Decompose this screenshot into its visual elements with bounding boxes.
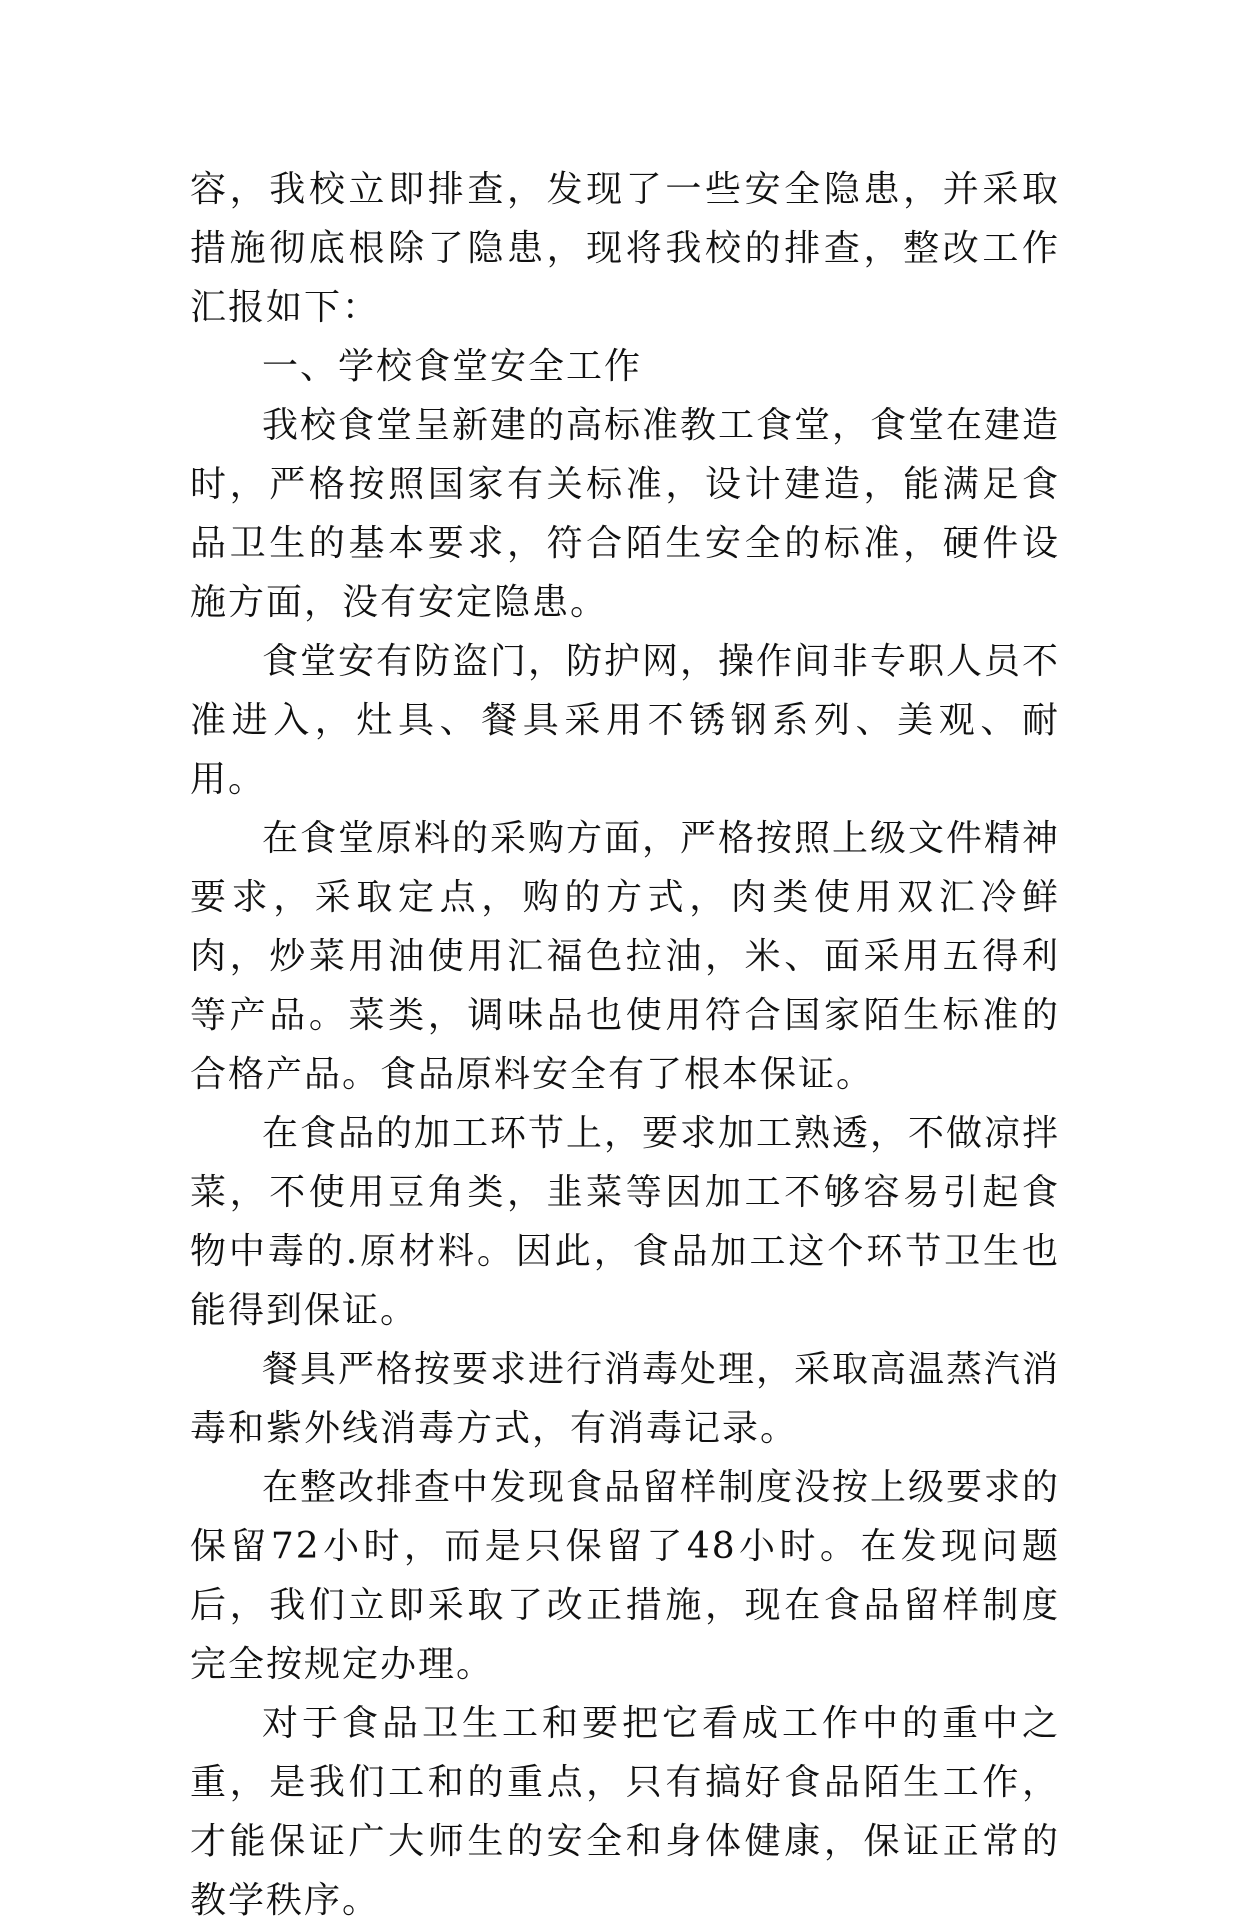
paragraph-conclusion: 对于食品卫生工和要把它看成工作中的重中之重，是我们工和的重点，只有搞好食品陌生工作，才能保证广大师生的安全和身体健康，保证正常的教学秩序。 (190, 1703, 1060, 1921)
paragraph-canteen-security: 食堂安有防盗门，防护网，操作间非专职人员不准进入，灶具、餐具采用不锈钢系列、美观、耐用。 (190, 641, 1061, 800)
section-heading-canteen-safety: 一、学校食堂安全工作 (262, 346, 643, 387)
paragraph-disinfection: 餐具严格按要求进行消毒处理，采取高温蒸汽消毒和紫外线消毒方式，有消毒记录。 (190, 1349, 1061, 1449)
document-page (190, 160, 1060, 1930)
paragraph-procurement: 在食堂原料的采购方面，严格按照上级文件精神要求，采取定点，购的方式，肉类使用双汇冷鲜肉，炒菜用油使用汇福色拉油，米、面采用五得利等产品。菜类，调味品也使用符合国家陌生标准的合格产品。食品原料安全有了根本保证。 (190, 818, 1061, 1095)
paragraph-canteen-construction: 我校食堂呈新建的高标准教工食堂，食堂在建造时，严格按照国家有关标准，设计建造，能满足食品卫生的基本要求，符合陌生安全的标准，硬件设施方面，没有安定隐患。 (190, 405, 1061, 623)
paragraph-intro-continuation: 容，我校立即排查，发现了一些安全隐患，并采取措施彻底根除了隐患，现将我校的排查，整改工作汇报如下： (190, 169, 1060, 328)
paragraph-sample-retention: 在整改排查中发现食品留样制度没按上级要求的保留72小时，而是只保留了48小时。在发现问题后，我们立即采取了改正措施，现在食品留样制度完全按规定办理。 (190, 1467, 1061, 1685)
paragraph-processing: 在食品的加工环节上，要求加工熟透，不做凉拌菜，不使用豆角类，韭菜等因加工不够容易引起食物中毒的.原材料。因此，食品加工这个环节卫生也能得到保证。 (190, 1113, 1061, 1331)
